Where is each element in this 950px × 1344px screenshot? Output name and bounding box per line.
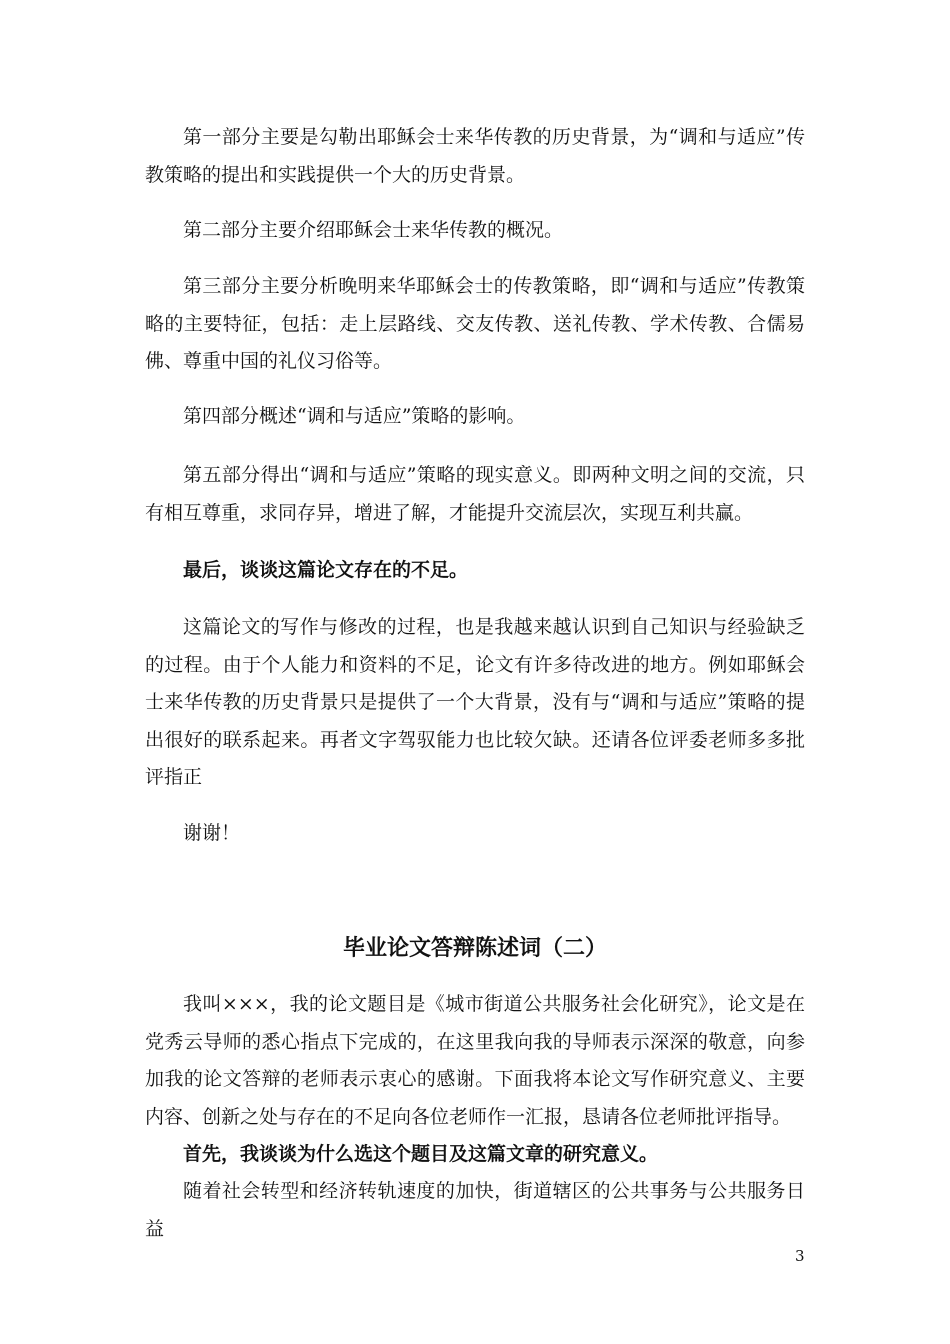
paragraph-part-two: 第二部分主要介绍耶稣会士来华传教的概况。 <box>183 219 564 241</box>
closing-thanks: 谢谢！ <box>183 822 241 844</box>
paragraph-part-three: 第三部分主要分析晚明来华耶稣会士的传教策略，即“调和与适应”传教策略的主要特征，包括：走上层路线、交友传教、送礼传教、学术传教、合儒易佛、尊重中国的礼仪习俗等。 <box>145 275 805 372</box>
paragraph-research-significance: 随着社会转型和经济转轨速度的加快，街道辖区的公共事务与公共服务日益 <box>145 1180 805 1240</box>
paragraph-part-four: 第四部分概述“调和与适应”策略的影响。 <box>183 405 526 427</box>
heading-research-significance: 首先，我谈谈为什么选这个题目及这篇文章的研究意义。 <box>183 1143 659 1165</box>
paragraph-part-five: 第五部分得出“调和与适应”策略的现实意义。即两种文明之间的交流，只有相互尊重，求同存异，增进了解，才能提升交流层次，实现互利共赢。 <box>145 464 805 524</box>
page-number: 3 <box>795 1247 805 1265</box>
paragraph-part-one: 第一部分主要是勾勒出耶稣会士来华传教的历史背景，为“调和与适应”传教策略的提出和实践提供一个大的历史背景。 <box>145 126 805 186</box>
section-title: 毕业论文答辩陈述词（二） <box>342 935 607 961</box>
paragraph-shortcomings: 这篇论文的写作与修改的过程，也是我越来越认识到自己知识与经验缺乏的过程。由于个人能力和资料的不足，论文有许多待改进的地方。例如耶稣会士来华传教的历史背景只是提供了一个大背景，没有与“调和与适应”策略的提出很好的联系起来。再者文字驾驭能力也比较欠缺。还请各位评委老师多多批评指正 <box>145 616 805 788</box>
paragraph-introduction: 我叫×××，我的论文题目是《城市街道公共服务社会化研究》，论文是在党秀云导师的悉心指点下完成的，在这里我向我的导师表示深深的敬意，向参加我的论文答辩的老师表示衷心的感谢。下面我将本论文写作研究意义、主要内容、创新之处与存在的不足向各位老师作一汇报，恳请各位老师批评指导。 <box>145 993 805 1128</box>
heading-shortcomings: 最后，谈谈这篇论文存在的不足。 <box>183 559 469 581</box>
